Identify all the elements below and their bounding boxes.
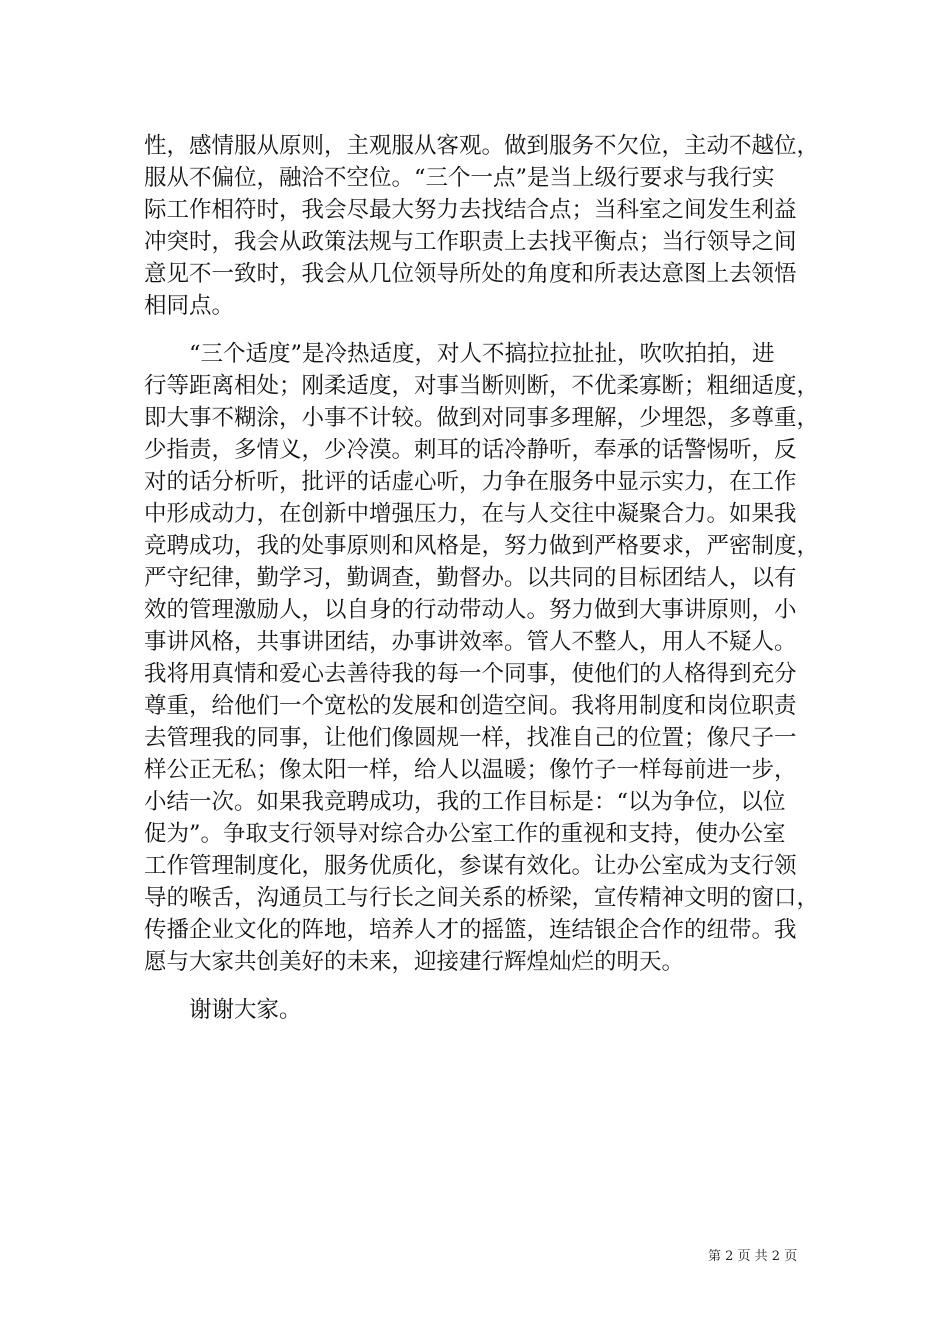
text-line: 际工作相符时，我会尽最大努力去找结合点；当科室之间发生利益 <box>144 197 797 223</box>
text-line: 谢谢大家。 <box>144 997 302 1023</box>
text-line: 我将用真情和爱心去善待我的每一个同事，使他们的人格得到充分 <box>144 661 797 687</box>
text-line: 去管理我的同事，让他们像圆规一样，找准自己的位置；像尺子一 <box>144 725 797 751</box>
text-line: 严守纪律，勤学习，勤调查，勤督办。以共同的目标团结人，以有 <box>144 565 797 591</box>
text-line: 工作管理制度化，服务优质化，参谋有效化。让办公室成为支行领 <box>144 853 797 879</box>
text-line: 愿与大家共创美好的未来，迎接建行辉煌灿烂的明天。 <box>144 949 685 975</box>
text-line: 行等距离相处；刚柔适度，对事当断则断，不优柔寡断；粗细适度， <box>144 373 820 399</box>
text-line: 即大事不糊涂，小事不计较。做到对同事多理解，少埋怨，多尊重， <box>144 405 820 431</box>
text-line: 对的话分析听，批评的话虚心听，力争在服务中显示实力，在工作 <box>144 469 797 495</box>
text-line: 中形成动力，在创新中增强压力，在与人交往中凝聚合力。如果我 <box>144 501 797 527</box>
text-line: 促为”。争取支行领导对综合办公室工作的重视和支持，使办公室 <box>144 821 786 847</box>
text-line: “三个适度”是冷热适度，对人不搞拉拉扯扯，吹吹拍拍，进 <box>144 341 775 367</box>
text-line: 传播企业文化的阵地，培养人才的摇篮，连结银企合作的纽带。我 <box>144 917 797 943</box>
text-line: 导的喉舌，沟通员工与行长之间关系的桥梁，宣传精神文明的窗口， <box>144 885 820 911</box>
text-line: 效的管理激励人，以自身的行动带动人。努力做到大事讲原则，小 <box>144 597 797 623</box>
text-line: 尊重，给他们一个宽松的发展和创造空间。我将用制度和岗位职责 <box>144 693 797 719</box>
text-line: 意见不一致时，我会从几位领导所处的角度和所表达意图上去领悟 <box>144 261 797 287</box>
text-line: 服从不偏位，融洽不空位。“三个一点”是当上级行要求与我行实 <box>144 165 775 191</box>
text-line: 竞聘成功，我的处事原则和风格是，努力做到严格要求，严密制度， <box>144 533 820 559</box>
text-line: 事讲风格，共事讲团结，办事讲效率。管人不整人，用人不疑人。 <box>144 629 797 655</box>
text-line: 性，感情服从原则，主观服从客观。做到服务不欠位，主动不越位， <box>144 133 820 159</box>
text-line: 相同点。 <box>144 293 235 319</box>
text-line: 样公正无私；像太阳一样，给人以温暖；像竹子一样每前进一步， <box>144 757 797 783</box>
text-line: 少指责，多情义，少冷漠。刺耳的话冷静听，奉承的话警惕听，反 <box>144 437 797 463</box>
text-line: 冲突时，我会从政策法规与工作职责上去找平衡点；当行领导之间 <box>144 229 797 255</box>
page-number-footer: 第 2 页 共 2 页 <box>708 1249 798 1264</box>
text-line: 小结一次。如果我竞聘成功，我的工作目标是：“以为争位，以位 <box>144 789 786 815</box>
